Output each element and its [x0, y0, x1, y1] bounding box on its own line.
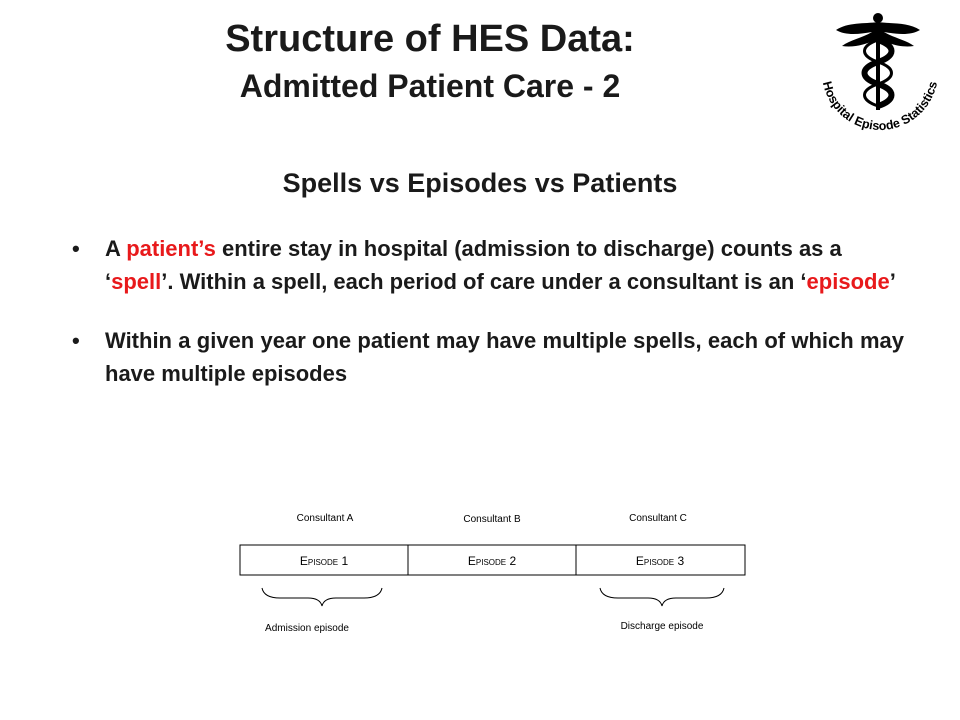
title-line-1: Structure of HES Data: — [225, 18, 635, 60]
admission-brace — [262, 588, 382, 606]
logo-text: Hospital Episode Statistics — [819, 79, 941, 134]
consultant-c-label: Consultant C — [629, 513, 687, 524]
episode-1-label: Episode 1 — [299, 554, 349, 568]
bullet-text: entire stay in hospital (admission to discharge) counts as a ‘ — [105, 236, 842, 294]
bullet-text: A — [105, 236, 127, 261]
hes-logo — [808, 10, 948, 145]
highlight-episode: episode — [806, 269, 890, 294]
episode-diagram — [230, 500, 760, 650]
slide-title — [190, 14, 670, 108]
bullet-dot: • — [72, 236, 80, 261]
bullet-text: Within a given year one patient may have multiple spells, each of which may have multiple episodes — [105, 328, 904, 386]
caduceus-icon — [836, 13, 920, 110]
section-subtitle: Spells vs Episodes vs Patients — [282, 168, 678, 198]
highlight-patients: patient’s — [126, 236, 216, 261]
bullet-text: ’. Within a spell, each period of care under a consultant is an ‘ — [161, 269, 807, 294]
bullet-text: ’ — [889, 269, 896, 294]
bullet-dot: • — [72, 328, 80, 353]
discharge-episode-label: Discharge episode — [620, 621, 704, 632]
consultant-a-label: Consultant A — [296, 513, 354, 524]
bullet-list — [72, 232, 904, 390]
highlight-spell: spell — [111, 269, 162, 294]
admission-episode-label: Admission episode — [265, 623, 349, 634]
bullet-multiple-spells — [72, 324, 904, 390]
episode-2-label: Episode 2 — [467, 554, 517, 568]
bullet-spell-definition — [72, 232, 904, 298]
consultant-b-label: Consultant B — [463, 514, 521, 525]
episode-3-label: Episode 3 — [635, 554, 685, 568]
title-line-2: Admitted Patient Care - 2 — [239, 68, 621, 104]
discharge-brace — [600, 588, 724, 606]
